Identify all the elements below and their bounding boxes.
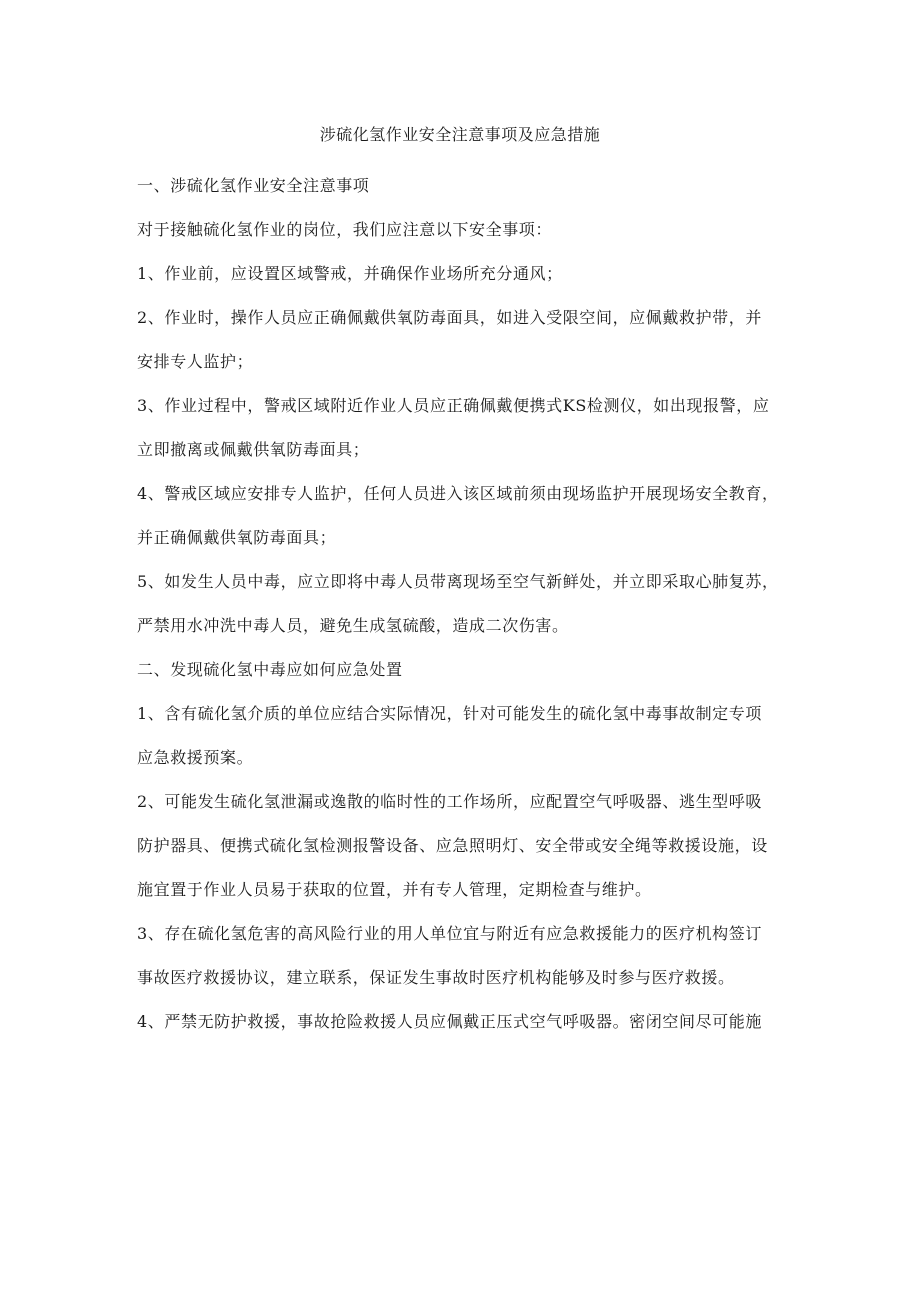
section-1-heading-text: 一、涉硫化氢作业安全注意事项 <box>137 176 370 195</box>
paragraph-line: 施宜置于作业人员易于获取的位置，并有专人管理，定期检查与维护。 <box>137 880 652 899</box>
section-2-item-3 <box>137 912 797 1000</box>
section-2-heading-text: 二、发现硫化氢中毒应如何应急处置 <box>137 660 403 679</box>
paragraph-line: 应急救援预案。 <box>137 748 254 767</box>
paragraph-line: 严禁用水冲洗中毒人员，避免生成氢硫酸，造成二次伤害。 <box>137 616 569 635</box>
paragraph-line: 立即撤离或佩戴供氧防毒面具； <box>137 440 370 459</box>
section-1-intro <box>137 208 797 252</box>
section-2-heading <box>137 648 797 692</box>
paragraph-line: 并正确佩戴供氧防毒面具； <box>137 528 337 547</box>
section-2-item-2 <box>137 780 797 912</box>
section-1-item-5 <box>137 560 797 648</box>
paragraph-line: 5、如发生人员中毒，应立即将中毒人员带离现场至空气新鲜处，并立即采取心肺复苏， <box>137 572 779 591</box>
paragraph-line: 2、可能发生硫化氢泄漏或逸散的临时性的工作场所，应配置空气呼吸器、逃生型呼吸 <box>137 792 762 811</box>
section-2-item-4 <box>137 1000 797 1044</box>
paragraph-line: 事故医疗救援协议，建立联系，保证发生事故时医疗机构能够及时参与医疗救援。 <box>137 968 735 987</box>
section-1-intro-text: 对于接触硫化氢作业的岗位，我们应注意以下安全事项： <box>137 220 553 239</box>
section-2-item-1 <box>137 692 797 780</box>
paragraph-line: 4、警戒区域应安排专人监护，任何人员进入该区域前须由现场监护开展现场安全教育， <box>137 484 779 503</box>
paragraph-line: 3、作业过程中，警戒区域附近作业人员应正确佩戴便携式KS检测仪，如出现报警，应 <box>137 396 770 415</box>
paragraph-line: 4、严禁无防护救援，事故抢险救援人员应佩戴正压式空气呼吸器。密闭空间尽可能施 <box>137 1012 762 1031</box>
paragraph-line: 2、作业时，操作人员应正确佩戴供氧防毒面具，如进入受限空间，应佩戴救护带，并 <box>137 308 762 327</box>
paragraph-line: 1、作业前，应设置区域警戒，并确保作业场所充分通风； <box>137 264 563 283</box>
document-title: 涉硫化氢作业安全注意事项及应急措施 <box>319 125 601 144</box>
section-1-item-2 <box>137 296 797 384</box>
document-body <box>137 164 797 1044</box>
paragraph-line: 防护器具、便携式硫化氢检测报警设备、应急照明灯、安全带或安全绳等救援设施，设 <box>137 836 768 855</box>
paragraph-line: 安排专人监护； <box>137 352 254 371</box>
section-1-item-1 <box>137 252 797 296</box>
paragraph-line: 3、存在硫化氢危害的高风险行业的用人单位宜与附近有应急救援能力的医疗机构签订 <box>137 924 762 943</box>
section-1-item-4 <box>137 472 797 560</box>
section-1-heading <box>137 164 797 208</box>
paragraph-line: 1、含有硫化氢介质的单位应结合实际情况，针对可能发生的硫化氢中毒事故制定专项 <box>137 704 762 723</box>
section-1-item-3 <box>137 384 797 472</box>
